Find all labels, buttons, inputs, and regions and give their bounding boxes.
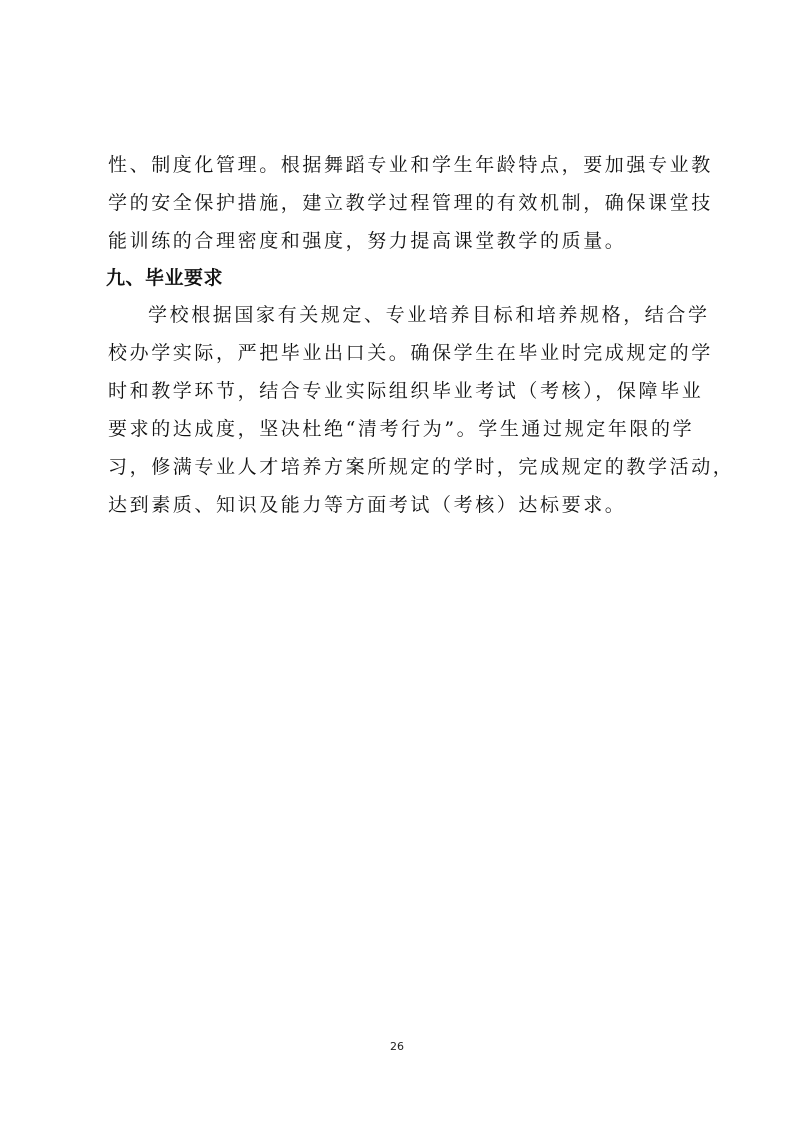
paragraph-line: 时和教学环节，结合专业实际组织毕业考试（考核），保障毕业 (108, 380, 704, 402)
page-body (106, 146, 735, 524)
page-number: 26 (390, 1040, 404, 1053)
paragraph-line: 性、制度化管理。根据舞蹈专业和学生年龄特点，要加强专业教 (108, 154, 713, 176)
paragraph-line: 要求的达成度，坚决杜绝“清考行为”。学生通过规定年限的学 (108, 418, 695, 440)
paragraph-line: 学的安全保护措施，建立教学过程管理的有效机制，确保课堂技 (108, 192, 713, 214)
paragraph-line: 校办学实际，严把毕业出口关。确保学生在毕业时完成规定的学 (108, 342, 713, 364)
paragraph-line: 学校根据国家有关规定、专业培养目标和培养规格，结合学 (148, 304, 710, 326)
section-heading: 九、毕业要求 (106, 267, 224, 289)
paragraph-teaching-management (108, 146, 713, 260)
paragraph-graduation-requirements (108, 296, 735, 524)
paragraph-line: 习，修满专业人才培养方案所规定的学时，完成规定的教学活动， (108, 456, 735, 478)
paragraph-line: 达到素质、知识及能力等方面考试（考核）达标要求。 (108, 494, 627, 516)
paragraph-line: 能训练的合理密度和强度，努力提高课堂教学的质量。 (108, 230, 627, 252)
